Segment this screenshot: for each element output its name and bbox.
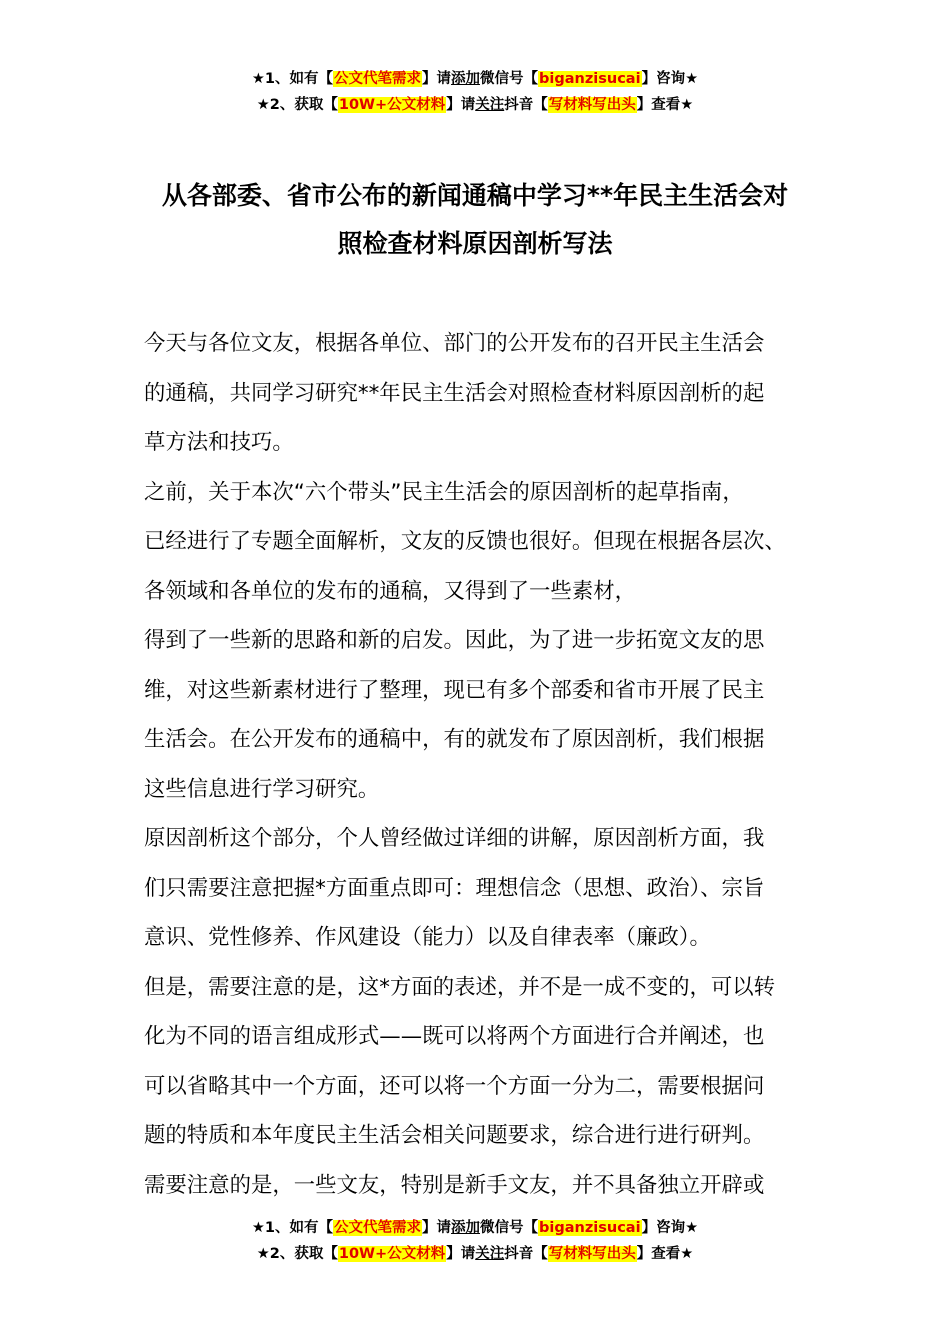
banner-text: 】请 bbox=[422, 1220, 452, 1236]
top-banner bbox=[0, 66, 950, 118]
body-line: 各领域和各单位的发布的通稿，又得到了一些素材， bbox=[144, 578, 636, 604]
banner-text: 】查看★ bbox=[636, 1246, 694, 1262]
title-line-1: 从各部委、省市公布的新闻通稿中学习**年民主生活会对 bbox=[161, 181, 789, 210]
highlight-service: 公文代笔需求 bbox=[334, 1220, 422, 1236]
body-line: 原因剖析这个部分，个人曾经做过详细的讲解，原因剖析方面，我 bbox=[144, 826, 765, 851]
banner-text: 微信号【 bbox=[480, 1220, 539, 1236]
banner-line-1 bbox=[0, 66, 950, 92]
title-line-2: 照检查材料原因剖析写法 bbox=[337, 229, 613, 258]
body-line: 意识、党性修养、作风建设（能力）以及自律表率（廉政）。 bbox=[144, 925, 711, 950]
underlined-text: 添加 bbox=[451, 1220, 481, 1236]
banner-text: 抖音【 bbox=[504, 97, 548, 113]
body-line: 可以省略其中一个方面，还可以将一个方面一分为二，需要根据问 bbox=[144, 1073, 765, 1099]
banner-line-1 bbox=[0, 1215, 950, 1241]
body-line: 的通稿，共同学习研究**年民主生活会对照检查材料原因剖析的起 bbox=[144, 380, 765, 406]
body-line: 化为不同的语言组成形式——既可以将两个方面进行合并阐述，也 bbox=[144, 1024, 765, 1049]
banner-text: 】请 bbox=[422, 71, 452, 87]
body-line: 已经进行了专题全面解析，文友的反馈也很好。但现在根据各层次、 bbox=[144, 529, 786, 554]
banner-text: 】查看★ bbox=[636, 97, 694, 113]
body-line: 们只需要注意把握*方面重点即可：理想信念（思想、政治）、宗旨 bbox=[144, 875, 765, 901]
banner-text: 】请 bbox=[446, 1246, 476, 1262]
banner-text: ★2、获取【 bbox=[256, 97, 338, 113]
body-line: 这些信息进行学习研究。 bbox=[144, 776, 380, 802]
highlight-douyin-account: 写材料写出头 bbox=[548, 97, 636, 113]
highlight-wechat-id: biganzisucai bbox=[539, 1220, 641, 1236]
body-line: 维，对这些新素材进行了整理，现已有多个部委和省市开展了民主 bbox=[144, 677, 765, 703]
body-line: 今天与各位文友，根据各单位、部门的公开发布的召开民主生活会 bbox=[144, 331, 765, 356]
highlight-wechat-id: biganzisucai bbox=[539, 71, 641, 87]
document-body bbox=[144, 319, 816, 1210]
underlined-text: 添加 bbox=[451, 71, 481, 87]
banner-text: ★1、如有【 bbox=[251, 71, 334, 87]
banner-text: ★1、如有【 bbox=[251, 1220, 334, 1236]
body-line: 需要注意的是，一些文友，特别是新手文友，并不具备独立开辟或 bbox=[144, 1172, 765, 1198]
banner-line-2 bbox=[0, 1241, 950, 1267]
underlined-text: 关注 bbox=[475, 1246, 505, 1262]
highlight-douyin-account: 写材料写出头 bbox=[548, 1246, 636, 1262]
body-line: 生活会。在公开发布的通稿中，有的就发布了原因剖析，我们根据 bbox=[144, 727, 765, 752]
underlined-text: 关注 bbox=[475, 97, 505, 113]
body-line: 之前，关于本次“六个带头”民主生活会的原因剖析的起草指南， bbox=[144, 479, 744, 505]
banner-text: 】咨询★ bbox=[641, 71, 699, 87]
body-line: 但是，需要注意的是，这*方面的表述，并不是一成不变的，可以转 bbox=[144, 974, 776, 1000]
body-line: 得到了一些新的思路和新的启发。因此，为了进一步拓宽文友的思 bbox=[144, 628, 765, 653]
banner-text: 微信号【 bbox=[480, 71, 539, 87]
highlight-materials: 10W+公文材料 bbox=[338, 1246, 446, 1262]
banner-line-2 bbox=[0, 92, 950, 118]
highlight-materials: 10W+公文材料 bbox=[338, 97, 446, 113]
banner-text: ★2、获取【 bbox=[256, 1246, 338, 1262]
body-line: 草方法和技巧。 bbox=[144, 430, 294, 455]
banner-text: 】请 bbox=[446, 97, 476, 113]
banner-text: 】咨询★ bbox=[641, 1220, 699, 1236]
bottom-banner bbox=[0, 1215, 950, 1267]
body-line: 题的特质和本年度民主生活会相关问题要求，综合进行进行研判。 bbox=[144, 1123, 765, 1148]
document-title bbox=[0, 172, 950, 268]
highlight-service: 公文代笔需求 bbox=[334, 71, 422, 87]
banner-text: 抖音【 bbox=[504, 1246, 548, 1262]
